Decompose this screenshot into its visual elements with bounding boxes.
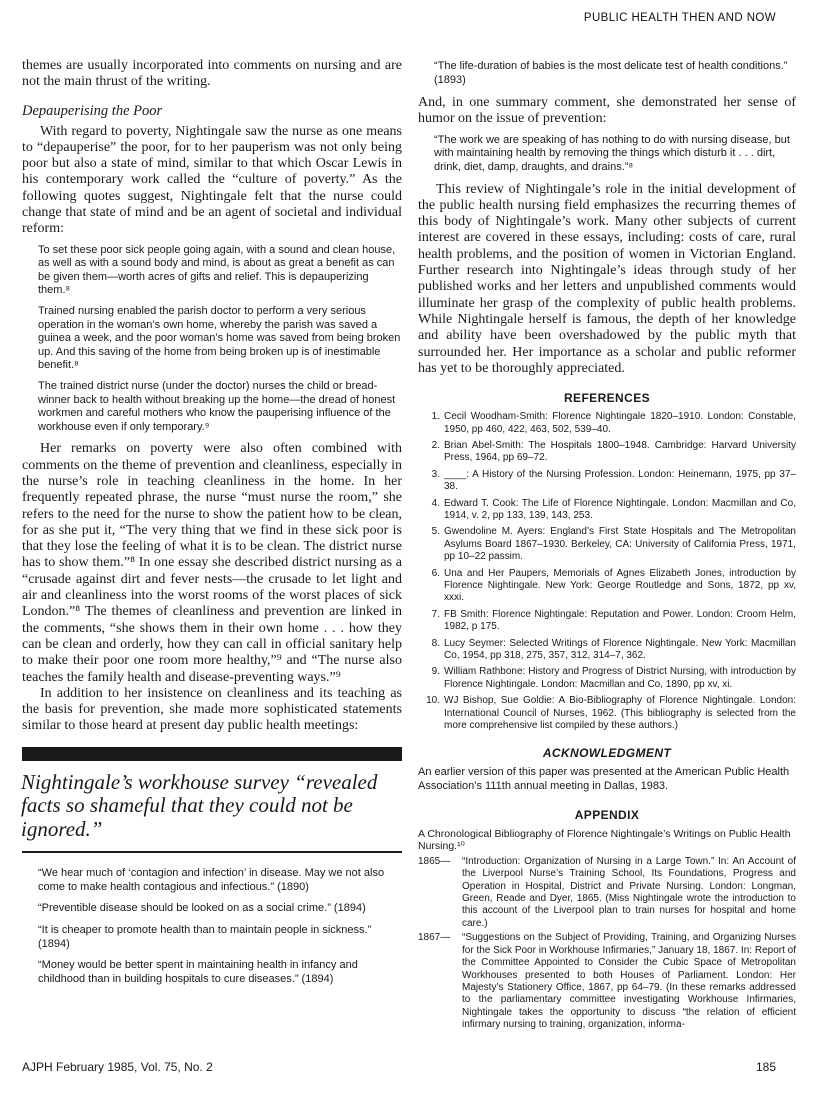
block-quote-humor <box>434 134 796 175</box>
humor-paragraph: And, in one summary comment, she demonstrated her sense of humor on the issue of prevention: <box>418 95 796 127</box>
block-quote: To set these poor sick people going again, with a sound and clean house, as well as with a sound body and mind, is about as great a benefit as can be given them—worth acres of gifts and relief. This is depauperizing them.⁸ <box>38 243 396 297</box>
right-column <box>418 60 796 1034</box>
block-quote: Trained nursing enabled the parish doctor to perform a very serious operation in the woman’s own home, whereby the parish was saved a guinea a week, and the poor woman’s home was saved from being broken up. And this saving of the home from being broken up is of inestimable benefit.⁸ <box>38 305 401 372</box>
reference-item: 8. Lucy Seymer: Selected Writings of Florence Nightingale. New York: Macmillan Co, 1954, pp 318, 275, 357, 312, 314–7, 362. <box>431 637 796 662</box>
acknowledgment-text: An earlier version of this paper was presented at the American Public Health Association’s 111th annual meeting in Dallas, 1983. <box>418 766 790 793</box>
appendix-text: “Suggestions on the Subject of Providing, Training, and Organizing Nurses for the Sick Poor in Workhouse Infirmaries,” January 18, 1867. In: Report of the Committee Appointed to Consider the Cubic Space of Metropolitan Workhouses presented to both Houses of Parliament. London: Her Majesty’s Stationery Office, 1867, pp 64–79. (In these remarks addressed to the parliamentary committee investigating Workhouse Infirmaries, Nightingale takes the opportunity to discuss “the relation of efficient infirmary nursing to training, organization, informa- <box>462 932 796 1031</box>
pull-quote-top-rule <box>22 747 402 761</box>
references-list <box>418 411 796 732</box>
reference-item: 6. Una and Her Paupers, Memorials of Agnes Elizabeth Jones, introduction by Florence Nightingale. New York: George Routledge and Sons, 1872, pp xv, xxxi. <box>431 567 796 604</box>
appendix-intro: A Chronological Bibliography of Florence Nightingale’s Writings on Public Health Nursing.¹⁰ <box>418 827 791 853</box>
pull-quote: Nightingale’s workhouse survey “revealed facts so shameful that they could not be ignored.” <box>21 769 378 841</box>
cleanliness-paragraph: Her remarks on poverty were also often combined with comments on the theme of prevention and cleanliness, especially in the nurse’s role in teaching cleanliness in the home. In her frequently repeated phrase, the nurse “must nurse the room,” she refers to the need for the nurse to show the patient how to be clean, for as she put it, “The very thing that we find in these sick poor is that they lose the feeling of what it is to be clean. The district nurse has to show them.”⁸ In one essay she described district nursing as a “crusade against dirt and fever nests—the crusade to let light and air and cleanliness into the worst rooms of the worst places of sick London.”⁸ The themes of cleanliness and prevention are linked in the comments, “she shows them in their own home . . . how they can be clean and orderly, how they can call in official sanitary help to make their poor one room more healthy,”⁹ and “The nurse also teaches the family health and disease-preventing ways.”⁹ <box>22 441 402 685</box>
appendix-entry <box>418 932 796 1031</box>
journal-citation: AJPH February 1985, Vol. 75, No. 2 <box>22 1060 213 1074</box>
page-number: 185 <box>755 1060 776 1074</box>
quote-item: “The life-duration of babies is the most delicate test of health conditions.” (1893) <box>434 60 788 86</box>
subheading-depauperising: Depauperising the Poor <box>22 102 163 119</box>
references-heading: REFERENCES <box>563 391 650 406</box>
pull-quote-bottom-rule <box>22 851 402 853</box>
reference-item: 2. Brian Abel-Smith: The Hospitals 1800–1948. Cambridge: Harvard University Press, 1964, pp 69–72. <box>431 439 796 464</box>
acknowledgment-heading: ACKNOWLEDGMENT <box>542 746 672 761</box>
intro-paragraph: themes are usually incorporated into comments on nursing and are not the main thrust of the writing. <box>22 58 402 90</box>
reference-item: 1. Cecil Woodham-Smith: Florence Nightingale 1820–1910. London: Constable, 1950, pp 460, 422, 463, 502, 539–40. <box>431 411 796 435</box>
block-quote: The trained district nurse (under the doctor) nurses the child or bread-winner back to health without breaking up the home—the dread of honest workmen and careful mothers who know the pauperising influence of the workhouse even if only temporary.⁹ <box>38 380 396 433</box>
section-title: PUBLIC HEALTH THEN AND NOW <box>583 12 776 24</box>
prevention-paragraph: In addition to her insistence on cleanliness and its teaching as the basis for prevention, she made more sophisticated statements similar to those heard at present day public health meetings: <box>22 685 402 734</box>
quote-item: “We hear much of ‘contagion and infection’ in disease. May we not also come to make health contagious and infectious.” (1890) <box>38 867 385 893</box>
reference-item: 4. Edward T. Cook: The Life of Florence Nightingale. London: Macmillan and Co, 1914, v. 2, pp 133, 139, 143, 253. <box>431 497 796 521</box>
reference-item: 3. ____: A History of the Nursing Profession. London: Heinemann, 1975, pp 37–38. <box>431 468 796 493</box>
quote-item: “It is cheaper to promote health than to maintain people in sickness.” (1894) <box>38 924 372 950</box>
reference-item: 10. WJ Bishop, Sue Goldie: A Bio-Bibliography of Florence Nightingale. London: International Council of Nurses, 1962. (This bibliography is selected from the more comprehensive list compiled by these authors.) <box>426 695 796 732</box>
appendix-year: 1867— <box>418 932 451 944</box>
block-quotes-poverty <box>38 244 402 435</box>
block-quote: “The work we are speaking of has nothing to do with nursing disease, but with maintaining health by removing the things which disturb it . . . dirt, drink, diet, damp, draughts, and drains.”⁸ <box>434 133 790 173</box>
quote-item: “Preventible disease should be looked on as a social crime.” (1894) <box>38 902 366 915</box>
quote-item: “Money would be better spent in maintaining health in infancy and childhood than in building hospitals to cure diseases.” (1894) <box>38 959 358 985</box>
appendix-year: 1865— <box>418 855 451 867</box>
prevention-quotes <box>38 867 402 986</box>
poverty-paragraph: With regard to poverty, Nightingale saw the nurse as one means to “depauperise” the poor, for to her pauperism was not only being poor but also a state of mind, similar to that which Oscar Lewis in his contemporary work called the “culture of poverty.” As the following quotes suggest, Nightingale felt that the nurse could change that state of mind and be an agent of societal and individual reform: <box>22 123 402 237</box>
page-header <box>0 0 816 44</box>
appendix-entry <box>418 856 796 930</box>
left-column <box>22 58 402 994</box>
appendix-heading: APPENDIX <box>574 807 640 822</box>
review-paragraph: This review of Nightingale’s role in the initial development of the public health nursing field emphasizes the recurring themes of this body of Nightingale’s work. Many other subjects of current interest are covered in these essays, including: costs of care, rural health problems, and the position of women in Victorian England. Further research into Nightingale’s ideas through study of her published works and her letters and unpublished comments would illuminate her grasp of the complexity of public health problems. While Nightingale herself is famous, the depth of her knowledge and ability have been overshadowed by the public myth that surrounded her. Her importance as a scholar and public reformer has yet to be thoroughly appreciated. <box>418 181 796 376</box>
quote-babies <box>434 60 796 87</box>
reference-item: 7. FB Smith: Florence Nightingale: Reputation and Power. London: Croom Helm, 1982, p 175. <box>431 608 796 633</box>
reference-item: 5. Gwendoline M. Ayers: England’s First State Hospitals and The Metropolitan Asylums Board 1867–1930. Berkeley, CA: University of California Press, 1971, pp 10–22 passim. <box>431 526 796 563</box>
appendix-text: “Introduction: Organization of Nursing in a Large Town.” In: An Account of the Liverpool Nurse’s Training School, Its Foundations, Progress and Operation in Hospital, District and Private Nursing. London: Longman, Green, Reade and Dyer, 1865. (Miss Nightingale wrote the introduction to this account of the Liverpool plan to train nurses for hospital and home care.) <box>462 855 796 929</box>
reference-item: 9. William Rathbone: History and Progress of District Nursing, with introduction by Florence Nightingale. London: Macmillan and Co, 1890, pp xv, xi. <box>431 666 796 690</box>
